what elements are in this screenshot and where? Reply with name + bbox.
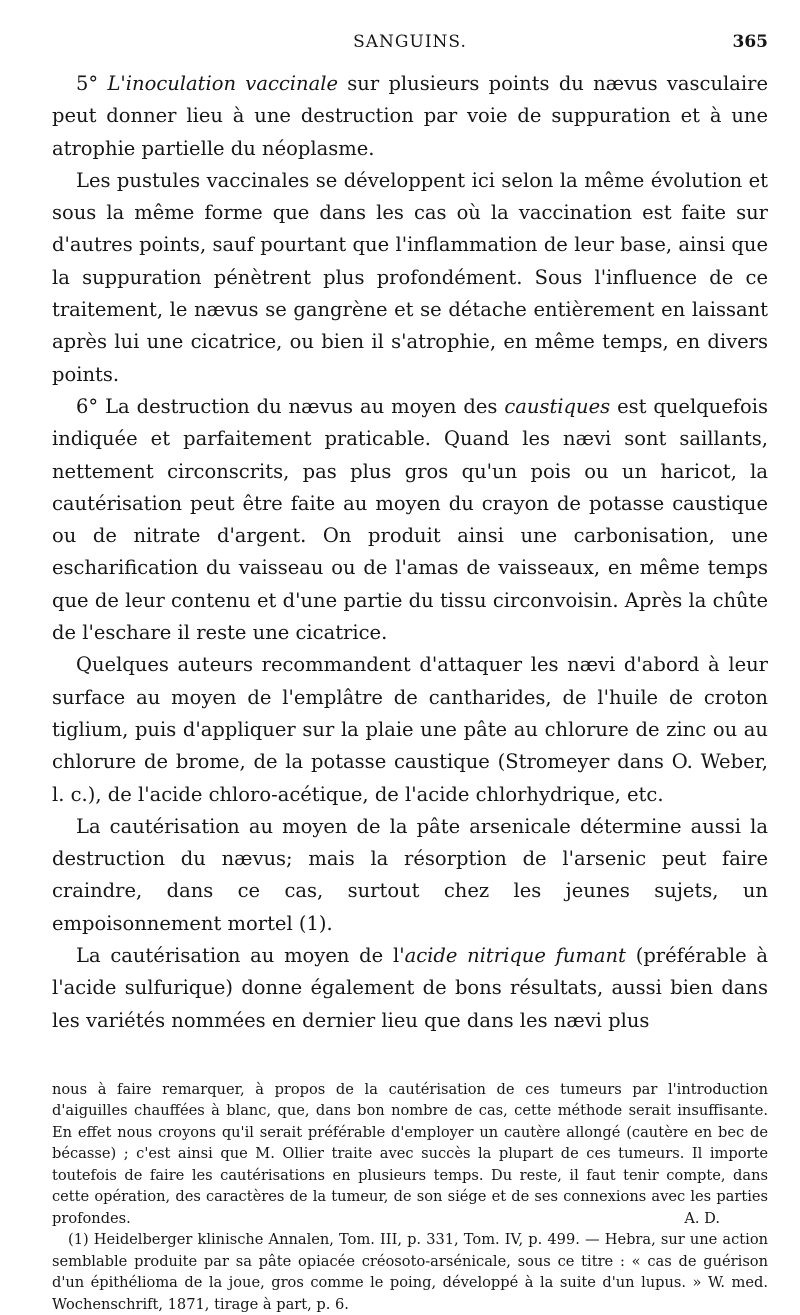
paragraph-arsenical-paste: La cautérisation au moyen de la pâte arsenicale détermine aussi la destruction du nævus; mais la résorption de l'arsenic peut faire craindre, dans ce cas, surtout chez les jeunes sujets, un empoisonnement mortel (1). (52, 814, 768, 935)
paragraph-nitric-acid (52, 940, 768, 1037)
footnote-continuation (52, 1079, 768, 1230)
footnote-text: nous à faire remarquer, à propos de la cautérisation de ces tumeurs par l'introduction d'aiguilles chauffées à blanc, que, dans bon nombre de cas, cette méthode serait insuffisante. En effet nous croyons qu'il serait préférable d'employer un cautère allongé (cautère en bec de bécasse) ; c'est ainsi que M. Ollier traite avec succès la plupart de ces tumeurs. Il importe toutefois de faire les cautérisations en plusieurs temps. Du reste, il faut tenir compte, dans cette opération, des caractères de la tumeur, de son siége et de ses connexions avec les parties profondes. (52, 1080, 768, 1227)
page-number: 365 (732, 32, 768, 52)
paragraph-text: La cautérisation au moyen de l' (76, 944, 405, 968)
item-number: 5° (76, 72, 99, 95)
paragraph-text: sur plusieurs points du nævus vasculaire peut donner lieu à une destruction par voie de suppuration et à une atrophie partielle du néoplasme. (52, 72, 768, 160)
footnote-signature: A. D. (684, 1209, 720, 1227)
footnote-1: (1) Heidelberger klinische Annalen, Tom. III, p. 331, Tom. IV, p. 499. — Hebra, sur une action semblable produite par sa pâte opiacée créosoto-arsénicale, sous ce titre : « cas de guérison d'un épithélioma de la joue, gros comme le poing, développé à la suite d'un lupus. » W. med. Wochenschrift, 1871, tirage à part, p. 6. (52, 1231, 768, 1313)
italic-term: L'inoculation vaccinale (107, 72, 338, 95)
paragraph-other-authors: Quelques auteurs recommandent d'attaquer les nævi d'abord à leur surface au moyen de l'emplâtre de cantharides, de l'huile de croton tiglium, puis d'appliquer sur la plaie une pâte au chlorure de zinc ou au chlorure de brome, de la potasse caustique (Stromeyer dans O. Weber, l. c.), de l'acide chloro-acétique, de l'acide chlorhydrique, etc. (52, 653, 768, 806)
paragraph-text: (préférable à l'acide sulfurique) donne également de bons résultats, aussi bien dans les variétés nommées en dernier lieu que dans les nævi plus (52, 944, 769, 1032)
paragraph-vaccinal-pustules: Les pustules vaccinales se développent ici selon la même évolution et sous la même forme que dans les cas où la vaccination est faite sur d'autres points, sauf pourtant que l'inflammation de leur base, ainsi que la suppuration pénètrent plus profondément. Sous l'influence de ce traitement, le nævus se gangrène et se détache entièrement en laissant après lui une cicatrice, ou bien il s'atrophie, en même temps, en divers points. (52, 168, 768, 386)
body-text (52, 68, 768, 1037)
paragraph-text: 6° La destruction du nævus au moyen des (76, 394, 505, 418)
paragraph-caustics (52, 391, 768, 649)
running-title: SANGUINS. (353, 32, 467, 52)
italic-term: acide nitrique fumant (404, 944, 626, 968)
running-head (52, 32, 768, 60)
italic-term: caustiques (504, 394, 611, 418)
footnotes (52, 1079, 768, 1315)
paragraph-text: est quelquefois indiquée et parfaitement praticable. Quand les nævi sont saillants, nettement circonscrits, pas plus gros qu'un pois ou un haricot, la cautérisation peut être faite au moyen du crayon de potasse caustique ou de nitrate d'argent. On produit ainsi une carbonisation, une escharification du vaisseau ou de l'amas de vaisseaux, en même temps que de leur contenu et d'une partie du tissu circonvoisin. Après la chûte de l'eschare il reste une cicatrice. (52, 394, 768, 645)
paragraph-vaccinal-inoculation (52, 68, 768, 165)
